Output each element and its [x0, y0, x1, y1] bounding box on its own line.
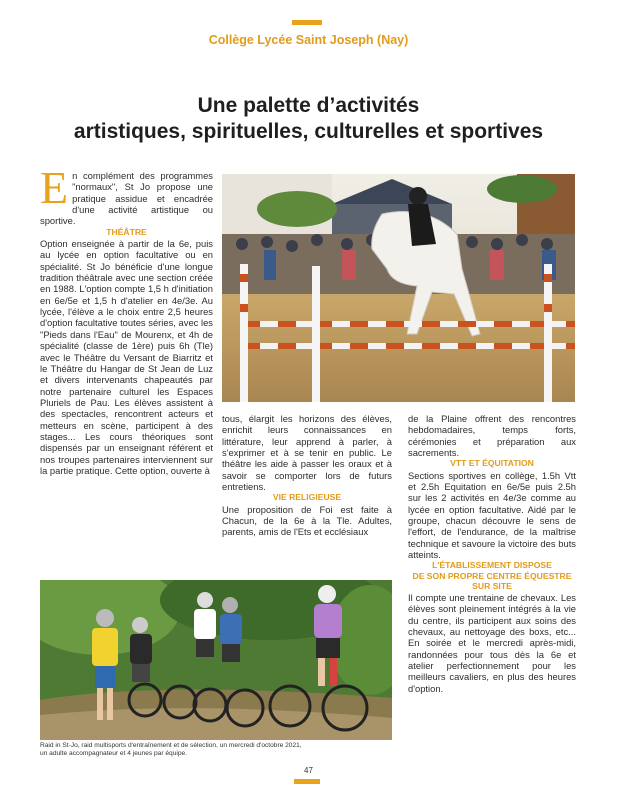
column-2: [222, 413, 392, 538]
caption-line-1: Raid in St-Jo, raid multisports d'entraînement et de sélection, un mercredi d'octobre 2021,: [40, 742, 302, 749]
title-line-2: artistiques, spirituelles, culturelles et sportives: [73, 120, 544, 143]
intro-paragraph: [40, 162, 213, 227]
dropcap-letter: E: [40, 162, 69, 213]
vtt-raid-illustration: [40, 580, 392, 740]
show-jumping-photo: [222, 174, 575, 402]
vie-continued-text: de la Plaine offrent des rencontres hebdomadaires, temps forts, cérémonies et préparation aux sacrements.: [408, 413, 576, 459]
title-line-1: Une palette d’activités: [197, 94, 420, 117]
column-3: [408, 413, 576, 694]
page-title: [0, 93, 617, 145]
vtt-text: Sections sportives en collège, 1.5h Vtt et 2.5h Equitation en 6e/5e puis 2.5h sur les 2 activités en 4e/3e comme au lycée en option facultative. Aidé par le groupe, chacun découvre le sens de l'effort, de l'endurance, de la maîtrise technique et savoure la victoire des buts atteints.: [408, 469, 576, 561]
theatre-text: Option enseignée à partir de la 6e, puis au lycée en option facultative ou en spécialité. St Jo bénéficie d'une longue tradition théâtrale avec une section créée en 1988. L'option compte 1,5 h d'initiation en 6e/5e et 1,5 h d'atelier en 4e/3e. Au lycée, l'élève a le choix entre 2,5 heures d'option facultative toutes séries, avec les "Pieds dans l'Eau" de Mourenx, et 4h de spécialité (classe de 1ère) puis 6h (Tle) avec le Théâtre du Versant de Biarritz et le Théâtre du Hangar de St Jean de Luz et divers intervenants chapeautés par notre partenaire culturel les Espaces Pluriels de Pau. Les élèves assistent à des spectacles, rencontrent acteurs et metteurs en scène, participent à des stages... Les cours théoriques sont dispensés par un enseignant référent et nos troupes partenaires interviennent sur la partie pratique. Cette option, ouverte à: [40, 238, 213, 476]
heading-etab-line-2: DE SON PROPRE CENTRE ÉQUESTRE: [412, 570, 572, 581]
page-number: 47: [304, 766, 313, 775]
heading-vie-religieuse: VIE RELIGIEUSE: [272, 492, 342, 503]
heading-vtt: VTT ET ÉQUITATION: [450, 458, 534, 469]
heading-theatre: THÉÂTRE: [106, 226, 147, 237]
heading-etablissement: [408, 560, 576, 592]
top-accent-bar: [292, 20, 322, 25]
photo-caption: [40, 742, 370, 758]
column-1: [40, 162, 213, 476]
vtt-raid-photo: [40, 580, 392, 740]
caption-line-2: un adulte accompagnateur et 4 jeunes par équipe.: [40, 750, 188, 757]
theatre-continued-text: tous, élargit les horizons des élèves, enrichit leurs connaissances en littérature, leur apprend à parler, à s'exprimer et à se tenir en public. Le théâtre les aide à passer les oraux et à savoir se comporter lors de futurs entretiens.: [222, 413, 392, 493]
heading-etab-line-1: L'ÉTABLISSEMENT DISPOSE: [432, 560, 552, 571]
school-name: Collège Lycée Saint Joseph (Nay): [208, 33, 409, 47]
vie-religieuse-text: Une proposition de Foi est faite à Chacun, de la 6e à la Tle. Adultes, parents, amis de l'Ets et ecclésiaux: [222, 503, 392, 538]
show-jumping-illustration: [222, 174, 575, 402]
heading-etab-line-3: SUR SITE: [472, 581, 512, 592]
bottom-accent-bar: [294, 779, 320, 784]
etablissement-text: Il compte une trentaine de chevaux. Les élèves sont pleinement intégrés à la vie du centre, ils participent aux soins des chevaux, au nettoyage des boxs, etc... En soirée et le mercredi après-midi, randonnées pour tous dès la 6e et atelier perfectionnement pour les meilleurs cavaliers, en plus des heures d'option.: [408, 591, 576, 694]
intro-text: n complément des programmes "normaux", St Jo propose une pratique assidue et encadrée d'une activité artistique ou sportive.: [40, 170, 213, 227]
